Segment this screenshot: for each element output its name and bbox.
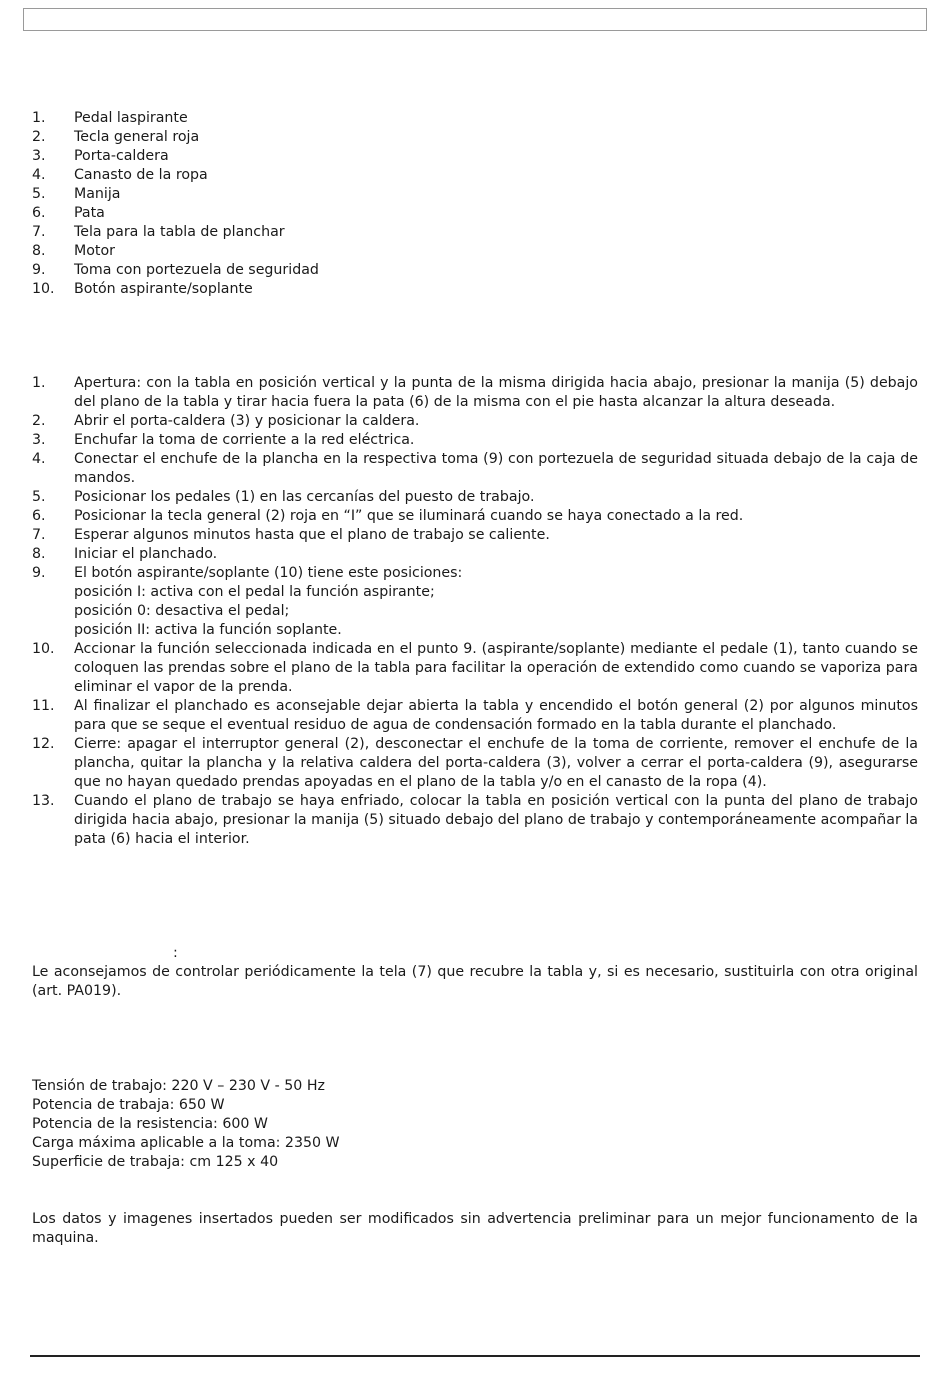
item-text: Iniciar el planchado. [74, 546, 218, 562]
list-item [32, 488, 918, 507]
item-number: 7. [32, 527, 46, 543]
list-item [32, 147, 918, 166]
item-number: 6. [32, 508, 46, 524]
footer-rule [30, 1355, 920, 1357]
spec-line: Tensión de trabajo: 220 V – 230 V - 50 Hz [32, 1078, 325, 1094]
item-text: Esperar algunos minutos hasta que el plano de trabajo se caliente. [74, 527, 550, 543]
item-number: 7. [32, 224, 46, 240]
position-line: posición I: activa con el pedal la función aspirante; [74, 584, 435, 600]
list-item [32, 735, 918, 792]
list-item [32, 242, 918, 261]
item-text: Pata [74, 205, 105, 221]
spec-line: Potencia de la resistencia: 600 W [32, 1116, 268, 1132]
list-item [32, 204, 918, 223]
item-number: 3. [32, 148, 46, 164]
item-text: Conectar el enchufe de la plancha en la respectiva toma (9) con portezuela de seguridad situada debajo de la caja de mandos. [74, 451, 918, 486]
technical-specs [32, 1077, 340, 1172]
list-item [32, 431, 918, 450]
list-item [32, 526, 918, 545]
instructions-list [32, 374, 918, 849]
list-item [32, 280, 918, 299]
item-number: 9. [32, 262, 46, 278]
item-text: Al finalizar el planchado es aconsejable dejar abierta la tabla y encendido el botón general (2) por algunos minutos para que se seque el eventual residuo de agua de condensación formado en la tabla durante el planchado. [74, 698, 918, 733]
list-item [32, 792, 918, 849]
list-item [32, 697, 918, 735]
item-text: Posicionar los pedales (1) en las cercanías del puesto de trabajo. [74, 489, 535, 505]
list-item [32, 185, 918, 204]
item-number: 13. [32, 793, 55, 809]
list-item [32, 166, 918, 185]
item-text: Cuando el plano de trabajo se haya enfriado, colocar la tabla en posición vertical con la punta del plano de trabajo dirigida hacia abajo, presionar la manija (5) situado debajo del plano de trabajo y contemporáneamente acompañar la pata (6) hacia el interior. [74, 793, 918, 847]
item-text: Tela para la tabla de planchar [74, 224, 285, 240]
list-item [32, 412, 918, 431]
item-number: 5. [32, 489, 46, 505]
item-text: Canasto de la ropa [74, 167, 208, 183]
item-text: Apertura: con la tabla en posición vertical y la punta de la misma dirigida hacia abajo, presionar la manija (5) debajo del plano de la tabla y tirar hacia fuera la pata (6) de la misma con el pie hasta alcanzar la altura deseada. [74, 375, 918, 410]
item-text: Cierre: apagar el interruptor general (2), desconectar el enchufe de la toma de corriente, remover el enchufe de la plancha, quitar la plancha y la relativa caldera del porta-caldera (3), volver a cerrar el porta-caldera (9), asegurarse que no hayan quedado prendas apoyadas en el plano de la tabla y/o en el canasto de la ropa (4). [74, 736, 918, 790]
list-item [32, 450, 918, 488]
position-line: posición II: activa la función soplante. [74, 622, 342, 638]
parts-list [32, 109, 918, 299]
spec-line: Superficie de trabaja: cm 125 x 40 [32, 1154, 279, 1170]
list-item [32, 223, 918, 242]
position-line: posición 0: desactiva el pedal; [74, 603, 290, 619]
item-number: 8. [32, 243, 46, 259]
list-item [32, 507, 918, 526]
item-number: 2. [32, 413, 46, 429]
item-text: Tecla general roja [74, 129, 200, 145]
item-number: 11. [32, 698, 55, 714]
item-number: 10. [32, 281, 55, 297]
item-number: 9. [32, 565, 46, 581]
item-number: 10. [32, 641, 55, 657]
list-item [32, 545, 918, 564]
item-number: 3. [32, 432, 46, 448]
list-item [32, 640, 918, 697]
list-item [32, 564, 918, 640]
item-text: Motor [74, 243, 115, 259]
header-box [23, 8, 927, 31]
item-text: Accionar la función seleccionada indicada en el punto 9. (aspirante/soplante) mediante el pedale (1), tanto cuando se coloquen las prendas sobre el plano de la tabla para facilitar la operación de extendido como cuando se vaporiza para eliminar el vapor de la prenda. [74, 641, 918, 695]
list-item [32, 109, 918, 128]
item-text: Toma con portezuela de seguridad [74, 262, 319, 278]
maintenance-text: Le aconsejamos de controlar periódicamente la tela (7) que recubre la tabla y, si es necesario, sustituirla con otra original (art. PA019). [32, 964, 918, 999]
list-item [32, 261, 918, 280]
item-text: Enchufar la toma de corriente a la red eléctrica. [74, 432, 415, 448]
list-item [32, 128, 918, 147]
item-text: Manija [74, 186, 121, 202]
item-text: El botón aspirante/soplante (10) tiene este posiciones: [74, 565, 463, 581]
item-text: Porta-caldera [74, 148, 169, 164]
item-number: 1. [32, 110, 46, 126]
item-number: 8. [32, 546, 46, 562]
list-item [32, 374, 918, 412]
maintenance-heading-colon: : [173, 945, 178, 961]
disclaimer-text: Los datos y imagenes insertados pueden ser modificados sin advertencia preliminar para un mejor funcionamento de la maquina. [32, 1211, 918, 1246]
spec-line: Carga máxima aplicable a la toma: 2350 W [32, 1135, 340, 1151]
item-text: Pedal laspirante [74, 110, 188, 126]
item-number: 5. [32, 186, 46, 202]
item-number: 4. [32, 167, 46, 183]
spec-line: Potencia de trabaja: 650 W [32, 1097, 225, 1113]
item-number: 4. [32, 451, 46, 467]
item-text: Botón aspirante/soplante [74, 281, 253, 297]
item-number: 12. [32, 736, 55, 752]
item-number: 6. [32, 205, 46, 221]
item-number: 2. [32, 129, 46, 145]
item-number: 1. [32, 375, 46, 391]
item-text-block [74, 564, 918, 640]
item-text: Posicionar la tecla general (2) roja en “I” que se iluminará cuando se haya conectado a la red. [74, 508, 744, 524]
item-text: Abrir el porta-caldera (3) y posicionar la caldera. [74, 413, 420, 429]
